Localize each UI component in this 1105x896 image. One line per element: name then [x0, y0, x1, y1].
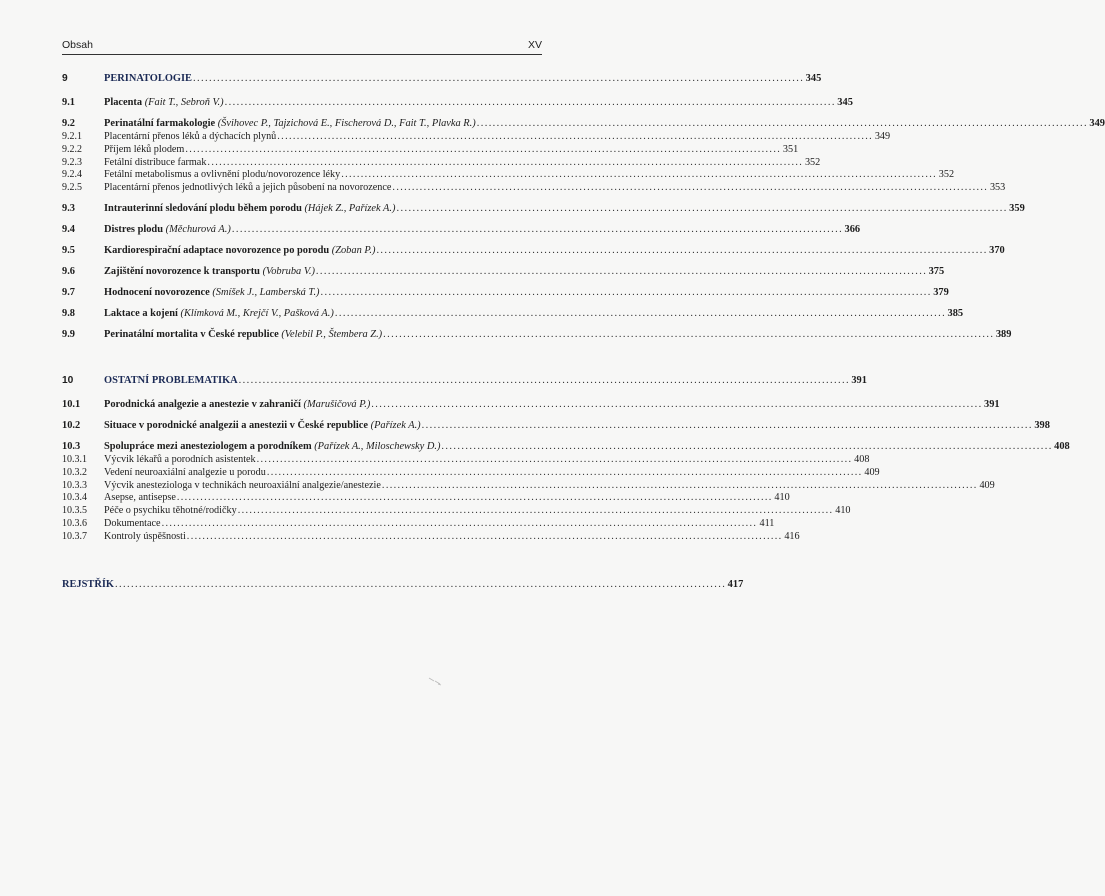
toc-subsection-row[interactable] [62, 517, 775, 530]
section-authors: (Vobruba V.) [262, 265, 315, 277]
toc-section-row[interactable] [62, 117, 1105, 130]
section-title-wrap [104, 223, 231, 236]
dot-leader [267, 466, 861, 479]
section-page-number: 398 [1034, 420, 1050, 431]
section-title-wrap [104, 398, 370, 411]
toc-subsection-row[interactable] [62, 181, 1006, 194]
chapter-number: 10 [62, 375, 74, 386]
chapter-page-number: 391 [851, 375, 867, 386]
toc-section-row[interactable] [62, 96, 853, 109]
section-page-number: 385 [947, 307, 964, 319]
toc-subsection-row[interactable] [62, 143, 799, 156]
dot-leader [371, 398, 980, 411]
section-authors: (Švihovec P., Tajzichová E., Fischerová D., Fait T., Plavka R.) [217, 118, 476, 129]
section-title: Porodnická analgezie a anestezie v zahraničí [104, 399, 301, 410]
section-number: 10.2 [62, 420, 81, 431]
dot-leader [422, 419, 1031, 432]
dot-leader [277, 130, 871, 143]
toc-section-row[interactable] [62, 202, 1025, 215]
subsection-page-number: 408 [854, 454, 870, 465]
subsection-number: 10.3.3 [62, 479, 87, 491]
toc-subsection-row[interactable] [62, 466, 880, 479]
subsection-page-number: 409 [864, 466, 880, 478]
toc-subsection-row[interactable] [62, 156, 821, 169]
index-title: REJSTŘÍK [62, 579, 114, 590]
toc-chapter-row[interactable] [62, 374, 867, 387]
section-title: Intrauterinní sledování plodu během porodu [104, 202, 302, 214]
subsection-title: Placentární přenos léků a dýchacích plynů [104, 131, 277, 142]
section-page-number: 366 [844, 223, 861, 235]
toc-section-row[interactable] [62, 244, 1005, 257]
section-number: 9.2 [62, 118, 75, 129]
subsection-title: Fetální distribuce farmak [104, 156, 207, 168]
running-header [62, 38, 542, 55]
subsection-title: Výcvik anesteziologa v technikách neuroaxiální analgezie/anestezie [104, 479, 381, 491]
subsection-page-number: 410 [774, 492, 790, 504]
subsection-number: 9.2.1 [62, 131, 82, 142]
section-number: 10.3 [62, 441, 81, 452]
dot-leader [477, 117, 1086, 130]
subsection-title: Výcvik lékařů a porodních asistentek [104, 454, 256, 465]
section-number: 9.4 [62, 223, 75, 235]
subsection-number: 9.2.3 [62, 156, 82, 168]
toc-subsection-row[interactable] [62, 168, 955, 181]
subsection-title: Kontroly úspěšnosti [104, 530, 186, 542]
section-title: Laktace a kojení [104, 307, 178, 319]
dot-leader [376, 244, 985, 257]
section-title-wrap [104, 202, 395, 215]
toc-subsection-row[interactable] [62, 453, 870, 466]
subsection-number: 10.3.2 [62, 466, 87, 478]
section-page-number: 391 [984, 399, 1000, 410]
toc-chapter-row[interactable] [62, 72, 822, 85]
subsection-number: 10.3.5 [62, 505, 87, 517]
section-title: Perinatální mortalita v České republice [104, 328, 279, 340]
section-page-number: 359 [1009, 202, 1025, 214]
subsection-page-number: 352 [804, 156, 821, 168]
subsection-page-number: 353 [989, 182, 1006, 194]
section-page-number: 379 [933, 286, 949, 298]
dot-leader [239, 374, 848, 387]
section-title: Spolupráce mezi anesteziologem a porodníkem [104, 441, 312, 452]
subsection-title: Péče o psychiku těhotné/rodičky [104, 505, 237, 517]
toc-section-row[interactable] [62, 286, 949, 299]
section-authors: (Hájek Z., Pařízek A.) [304, 202, 396, 214]
section-number: 9.5 [62, 244, 75, 256]
section-authors: (Smíšek J., Lamberská T.) [212, 286, 320, 298]
subsection-title: Příjem léků plodem [104, 143, 185, 155]
section-authors: (Pařízek A., Miloschewsky D.) [314, 441, 441, 452]
subsection-number: 10.3.1 [62, 454, 87, 465]
section-page-number: 370 [989, 244, 1005, 256]
subsection-page-number: 409 [979, 479, 995, 491]
dot-leader [441, 440, 1050, 453]
subsection-page-number: 416 [784, 530, 800, 542]
chapter-title: OSTATNÍ PROBLEMATIKA [104, 375, 238, 386]
section-page-number: 345 [837, 97, 853, 108]
toc-subsection-row[interactable] [62, 530, 800, 543]
section-title: Situace v porodnické analgezii a anestezii v České republice [104, 420, 368, 431]
toc-subsection-row[interactable] [62, 479, 995, 492]
subsection-page-number: 352 [938, 169, 955, 181]
section-authors: (Velebil P., Štembera Z.) [281, 328, 383, 340]
subsection-number: 9.2.2 [62, 143, 82, 155]
section-title-wrap [104, 307, 334, 320]
section-title-wrap [104, 96, 224, 109]
subsection-number: 9.2.5 [62, 182, 82, 194]
subsection-number: 10.3.4 [62, 492, 87, 504]
dot-leader [187, 530, 781, 543]
chapter-title: PERINATOLOGIE [104, 73, 192, 84]
toc-subsection-row[interactable] [62, 130, 891, 143]
toc-section-row[interactable] [62, 307, 964, 320]
toc-section-row[interactable] [62, 328, 1012, 341]
section-number: 9.8 [62, 307, 75, 319]
section-title: Distres plodu [104, 223, 163, 235]
page-smudge-mark [428, 676, 442, 686]
section-authors: (Klímková M., Krejčí V., Pašková A.) [180, 307, 334, 319]
subsection-title: Placentární přenos jednotlivých léků a jejich působení na novorozence [104, 182, 392, 194]
section-authors: (Marušičová P.) [303, 399, 371, 410]
section-title-wrap [104, 440, 440, 453]
dot-leader [177, 491, 771, 504]
section-title-wrap [104, 419, 421, 432]
section-title: Zajištění novorozence k transportu [104, 265, 260, 277]
section-number: 9.7 [62, 286, 75, 298]
subsection-number: 10.3.6 [62, 518, 87, 529]
dot-leader [396, 202, 1005, 215]
section-number: 9.6 [62, 265, 75, 277]
section-number: 9.3 [62, 202, 75, 214]
section-page-number: 389 [995, 328, 1012, 340]
dot-leader [341, 168, 935, 181]
section-title: Perinatální farmakologie [104, 118, 216, 129]
section-authors: (Zoban P.) [331, 244, 376, 256]
subsection-title: Fetální metabolismus a ovlivnění plodu/novorozence léky [104, 169, 341, 181]
dot-leader [316, 265, 925, 278]
header-section-name: Obsah [62, 39, 93, 51]
chapter-page-number: 345 [805, 73, 822, 84]
dot-leader [207, 156, 801, 169]
toc-section-row[interactable] [62, 265, 945, 278]
toc-section-row[interactable] [62, 223, 861, 236]
section-title-wrap [104, 328, 382, 341]
section-title: Kardiorespirační adaptace novorozence po porodu [104, 244, 330, 256]
subsection-title: Asepse, antisepse [104, 492, 176, 504]
dot-leader [238, 504, 832, 517]
subsection-page-number: 411 [759, 518, 775, 529]
dot-leader [232, 223, 841, 236]
section-title-wrap [104, 286, 320, 299]
toc-section-row[interactable] [62, 398, 1000, 411]
section-title-wrap [104, 117, 476, 130]
section-number: 10.1 [62, 399, 81, 410]
section-page-number: 349 [1089, 118, 1105, 129]
section-authors: (Pařízek A.) [370, 420, 421, 431]
header-page-number: XV [527, 39, 542, 51]
section-title: Hodnocení novorozence [104, 286, 210, 298]
toc-subsection-row[interactable] [62, 504, 851, 517]
index-page-number: 417 [727, 579, 744, 590]
dot-leader [185, 143, 779, 156]
chapter-number: 9 [62, 73, 68, 84]
dot-leader [335, 307, 944, 320]
dot-leader [115, 578, 724, 591]
section-page-number: 408 [1054, 441, 1070, 452]
dot-leader [321, 286, 930, 299]
dot-leader [392, 181, 986, 194]
dot-leader [257, 453, 851, 466]
section-title-wrap [104, 244, 375, 257]
dot-leader [193, 72, 802, 85]
toc-section-row[interactable] [62, 440, 1070, 453]
dot-leader [382, 479, 976, 492]
section-authors: (Fait T., Sebroň V.) [144, 97, 224, 108]
dot-leader [383, 328, 992, 341]
section-number: 9.1 [62, 97, 75, 108]
subsection-page-number: 410 [835, 505, 851, 517]
dot-leader [225, 96, 834, 109]
subsection-page-number: 351 [782, 143, 799, 155]
subsection-number: 9.2.4 [62, 169, 82, 181]
section-authors: (Měchurová A.) [165, 223, 231, 235]
toc-section-row[interactable] [62, 419, 1050, 432]
toc-subsection-row[interactable] [62, 491, 790, 504]
subsection-title: Vedení neuroaxiální analgezie u porodu [104, 466, 266, 478]
section-title: Placenta [104, 97, 143, 108]
subsection-page-number: 349 [874, 131, 891, 142]
section-number: 9.9 [62, 328, 75, 340]
toc-index-row[interactable] [62, 578, 744, 591]
section-page-number: 375 [928, 265, 945, 277]
subsection-title: Dokumentace [104, 518, 161, 529]
dot-leader [162, 517, 756, 530]
section-title-wrap [104, 265, 315, 278]
subsection-number: 10.3.7 [62, 530, 87, 542]
